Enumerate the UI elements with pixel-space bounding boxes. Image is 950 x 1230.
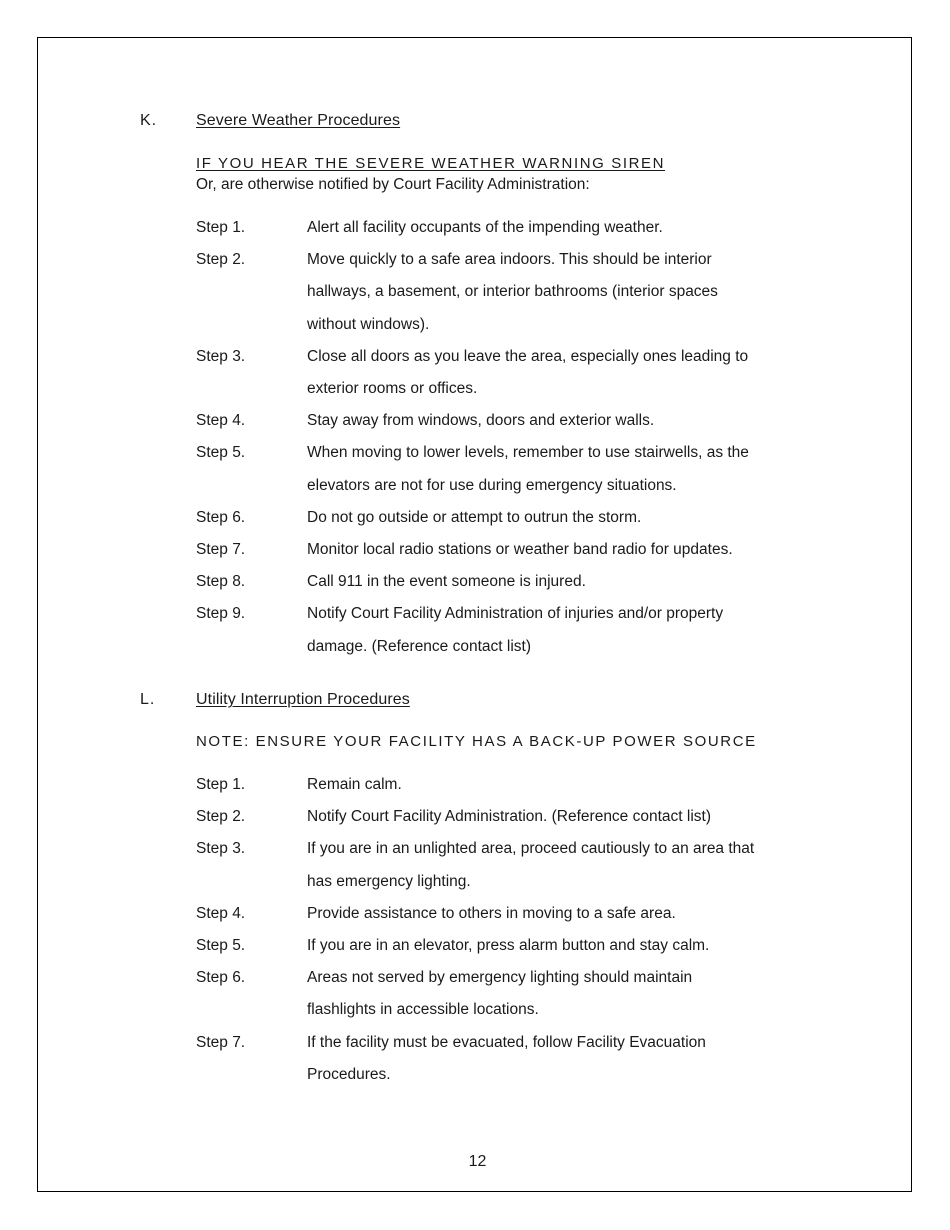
warning-siren-line: IF YOU HEAR THE SEVERE WEATHER WARNING SIREN	[196, 155, 666, 172]
step-label: Step 1.	[196, 219, 246, 236]
step-item	[196, 566, 806, 598]
step-text: If you are in an elevator, press alarm button and stay calm.	[307, 937, 710, 955]
section-heading: Utility Interruption Procedures	[196, 691, 410, 708]
step-label: Step 7.	[196, 1033, 246, 1051]
section-heading: Severe Weather Procedures	[196, 112, 401, 129]
step-item	[196, 437, 806, 501]
section-letter: L.	[140, 691, 156, 708]
step-item	[196, 801, 806, 833]
step-label: Step 2.	[196, 808, 246, 826]
page-number: 12	[468, 1153, 487, 1170]
step-text: Notify Court Facility Administration. (Reference contact list)	[307, 808, 711, 826]
step-label: Step 7.	[196, 541, 246, 559]
step-text: Close all doors as you leave the area, especially ones leading to exterior rooms or offices.	[307, 347, 749, 398]
step-text: Move quickly to a safe area indoors. This should be interior hallways, a basement, or interior bathrooms (interior spaces without windows).	[307, 251, 718, 333]
step-item	[196, 534, 806, 566]
step-text: Do not go outside or attempt to outrun the storm.	[307, 508, 642, 526]
step-label: Step 4.	[196, 904, 246, 922]
step-label: Step 5.	[196, 937, 246, 955]
step-text: Provide assistance to others in moving to a safe area.	[307, 904, 676, 922]
step-label: Step 1.	[196, 776, 246, 793]
step-label: Step 4.	[196, 412, 246, 430]
step-item	[196, 962, 806, 1026]
step-label: Step 6.	[196, 969, 246, 987]
step-item	[196, 1027, 806, 1091]
step-item	[196, 405, 806, 437]
step-label: Step 5.	[196, 444, 246, 462]
step-list	[196, 212, 806, 663]
section-letter: K.	[140, 112, 158, 129]
step-item	[196, 769, 806, 801]
step-item	[196, 244, 806, 341]
step-item	[196, 930, 806, 962]
step-list	[196, 769, 806, 1091]
step-label: Step 2.	[196, 251, 246, 269]
step-label: Step 3.	[196, 840, 246, 858]
step-text: Alert all facility occupants of the impending weather.	[307, 219, 663, 236]
backup-power-note: NOTE: ENSURE YOUR FACILITY HAS A BACK-UP POWER SOURCE	[196, 733, 757, 750]
step-text: Areas not served by emergency lighting should maintain flashlights in accessible locations.	[307, 969, 693, 1019]
step-text: If the facility must be evacuated, follow Facility Evacuation Procedures.	[307, 1033, 706, 1083]
step-label: Step 9.	[196, 605, 246, 623]
notification-line: Or, are otherwise notified by Court Facility Administration:	[196, 176, 590, 193]
step-text: Remain calm.	[307, 776, 402, 793]
step-item	[196, 833, 806, 897]
step-text: Call 911 in the event someone is injured.	[307, 573, 586, 591]
step-item	[196, 502, 806, 534]
step-label: Step 8.	[196, 573, 246, 591]
step-item	[196, 598, 806, 662]
step-text: Monitor local radio stations or weather band radio for updates.	[307, 541, 733, 559]
step-text: When moving to lower levels, remember to use stairwells, as the elevators are not for use during emergency situations.	[307, 444, 749, 494]
step-text: Notify Court Facility Administration of injuries and/or property damage. (Reference contact list)	[307, 605, 724, 655]
step-text: If you are in an unlighted area, proceed cautiously to an area that has emergency lighting.	[307, 840, 755, 890]
step-item	[196, 341, 806, 405]
step-label: Step 3.	[196, 347, 246, 365]
step-label: Step 6.	[196, 508, 246, 526]
step-text: Stay away from windows, doors and exterior walls.	[307, 412, 655, 430]
step-item	[196, 898, 806, 930]
step-item	[196, 212, 806, 244]
